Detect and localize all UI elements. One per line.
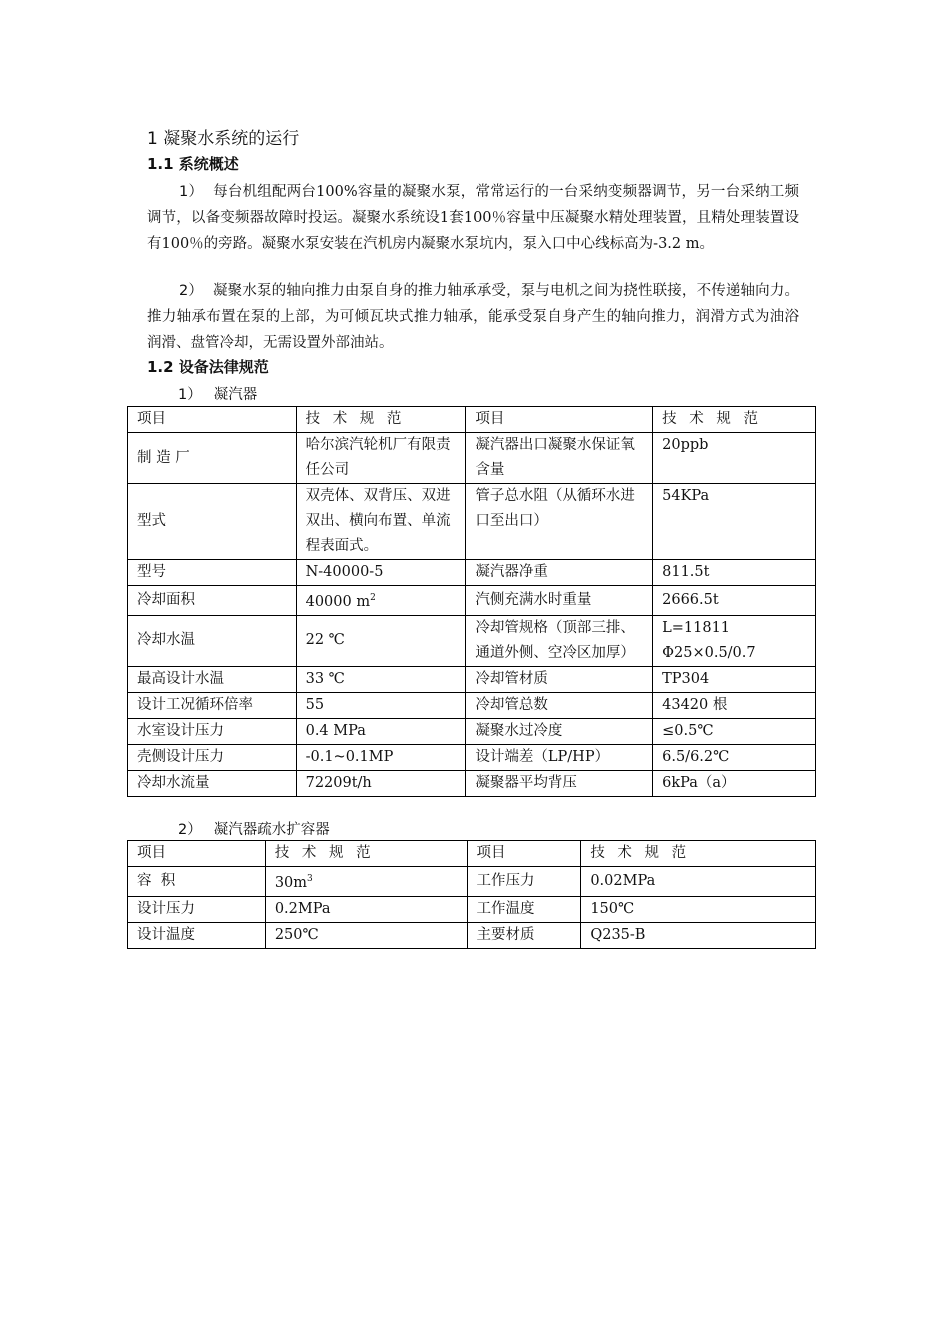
table-header-cell: 技 术 规 范 (296, 407, 466, 433)
table-cell: TP304 (653, 666, 816, 692)
table-cell: 冷却管总数 (466, 692, 653, 718)
table-cell: 250℃ (265, 922, 467, 948)
table-row (128, 586, 816, 616)
table-cell: 最高设计水温 (128, 666, 297, 692)
table-cell: 容 积 (128, 867, 266, 897)
table-header-cell: 项目 (128, 841, 266, 867)
table-cell: 150℃ (581, 896, 816, 922)
table-cell: 811.5t (653, 560, 816, 586)
table-row (128, 484, 816, 560)
table-1-caption-number: 1） (178, 387, 202, 403)
table-cell: -0.1~0.1MP (296, 744, 466, 770)
table-cell: 设计压力 (128, 896, 266, 922)
table-cell: 型式 (128, 484, 297, 560)
table-row (128, 560, 816, 586)
table-cell: 冷却管材质 (466, 666, 653, 692)
table-cell: 2666.5t (653, 586, 816, 616)
table-cell: 工作温度 (467, 896, 581, 922)
table-cell: 设计端差（LP/HP） (466, 744, 653, 770)
table-header-row (128, 407, 816, 433)
section-1-2-title: 1.2 设备法律规范 (147, 358, 269, 376)
table-row (128, 744, 816, 770)
table-cell: 72209t/h (296, 770, 466, 796)
table-cell: ≤0.5℃ (653, 718, 816, 744)
table-cell: 凝聚水过冷度 (466, 718, 653, 744)
volume-value: 30m (274, 874, 308, 891)
cooling-area-value: 40000 m (305, 593, 371, 610)
table-cell: 主要材质 (467, 922, 581, 948)
table-header-cell: 项目 (128, 407, 297, 433)
condenser-spec-table (127, 406, 816, 797)
table-cell: 20ppb (653, 433, 816, 484)
table-cell: Q235-B (581, 922, 816, 948)
table-cell: 冷却面积 (128, 586, 297, 616)
paragraph-1-text: 每台机组配两台100%容量的凝聚水泵，常常运行的一台采纳变频器调节，另一台采纳工频调节，以备变频器故障时投运。凝聚水系统设1套100％容量中压凝聚水精处理装置，且精处理装置设有100％的旁路。凝聚水泵安装在汽机房内凝聚水泵坑内，泵入口中心线标高为-3.2 m。 (147, 184, 799, 252)
table-row (128, 666, 816, 692)
paragraph-2-text: 凝聚水泵的轴向推力由泵自身的推力轴承承受，泵与电机之间为挠性联接，不传递轴向力。推力轴承布置在泵的上部，为可倾瓦块式推力轴承，能承受泵自身产生的轴向推力，润滑方式为油浴润滑、盘管冷却，无需设置外部油站。 (147, 283, 799, 351)
table-cell: 双壳体、双背压、双进双出、横向布置、单流程表面式。 (296, 484, 466, 560)
superscript: 3 (307, 874, 313, 884)
table-cell: 设计温度 (128, 922, 266, 948)
table-cell: 汽侧充满水时重量 (466, 586, 653, 616)
table-cell: 6kPa（a） (653, 770, 816, 796)
table-cell: 0.4 MPa (296, 718, 466, 744)
heading-1: 1 凝聚水系统的运行 (147, 129, 300, 149)
table-cell: L=11811 Φ25×0.5/0.7 (653, 615, 816, 666)
table-cell: 凝汽器净重 (466, 560, 653, 586)
table-row (128, 692, 816, 718)
table-cell: 6.5/6.2℃ (653, 744, 816, 770)
table-cell: 22 ℃ (296, 615, 466, 666)
table-2-caption (178, 818, 330, 839)
table-row (128, 922, 816, 948)
table-cell: 54KPa (653, 484, 816, 560)
drain-tank-spec-table (127, 840, 816, 949)
table-cell: 43420 根 (653, 692, 816, 718)
table-row (128, 770, 816, 796)
table-row (128, 433, 816, 484)
table-cell: 冷却水流量 (128, 770, 297, 796)
table-cell: 冷却管规格（顶部三排、通道外侧、空冷区加厚） (466, 615, 653, 666)
table-cell: 型号 (128, 560, 297, 586)
table-header-cell: 项目 (466, 407, 653, 433)
table-2-caption-number: 2） (178, 822, 202, 838)
table-row (128, 896, 816, 922)
paragraph-2 (147, 278, 799, 356)
table-cell: 0.2MPa (265, 896, 467, 922)
table-cell: 55 (296, 692, 466, 718)
table-1-caption-text: 凝汽器 (213, 387, 258, 403)
section-1-1-title: 1.1 系统概述 (147, 155, 239, 173)
table-1-caption (178, 383, 257, 404)
table-cell: 冷却水温 (128, 615, 297, 666)
table-header-cell: 项目 (467, 841, 581, 867)
table-row (128, 867, 816, 897)
table-cell: 33 ℃ (296, 666, 466, 692)
table-row (128, 718, 816, 744)
table-cell: 哈尔滨汽轮机厂有限责任公司 (296, 433, 466, 484)
table-header-cell: 技 术 规 范 (265, 841, 467, 867)
table-cell: 设计工况循环倍率 (128, 692, 297, 718)
table-header-row (128, 841, 816, 867)
paragraph-1-number: 1） (179, 184, 204, 200)
table-header-cell: 技 术 规 范 (581, 841, 816, 867)
table-cell (265, 867, 467, 897)
table-cell: 制 造 厂 (128, 433, 297, 484)
table-cell: 管子总水阻（从循环水进口至出口） (466, 484, 653, 560)
table-cell: 水室设计压力 (128, 718, 297, 744)
table-2-caption-text: 凝汽器疏水扩容器 (213, 822, 330, 838)
table-cell: N-40000-5 (296, 560, 466, 586)
table-row (128, 615, 816, 666)
table-cell: 0.02MPa (581, 867, 816, 897)
table-cell: 凝聚器平均背压 (466, 770, 653, 796)
paragraph-2-number: 2） (179, 283, 204, 299)
superscript: 2 (370, 593, 376, 603)
table-header-cell: 技 术 规 范 (653, 407, 816, 433)
table-cell: 工作压力 (467, 867, 581, 897)
table-cell (296, 586, 466, 616)
paragraph-1 (147, 179, 799, 257)
table-cell: 凝汽器出口凝聚水保证氧含量 (466, 433, 653, 484)
table-cell: 壳侧设计压力 (128, 744, 297, 770)
